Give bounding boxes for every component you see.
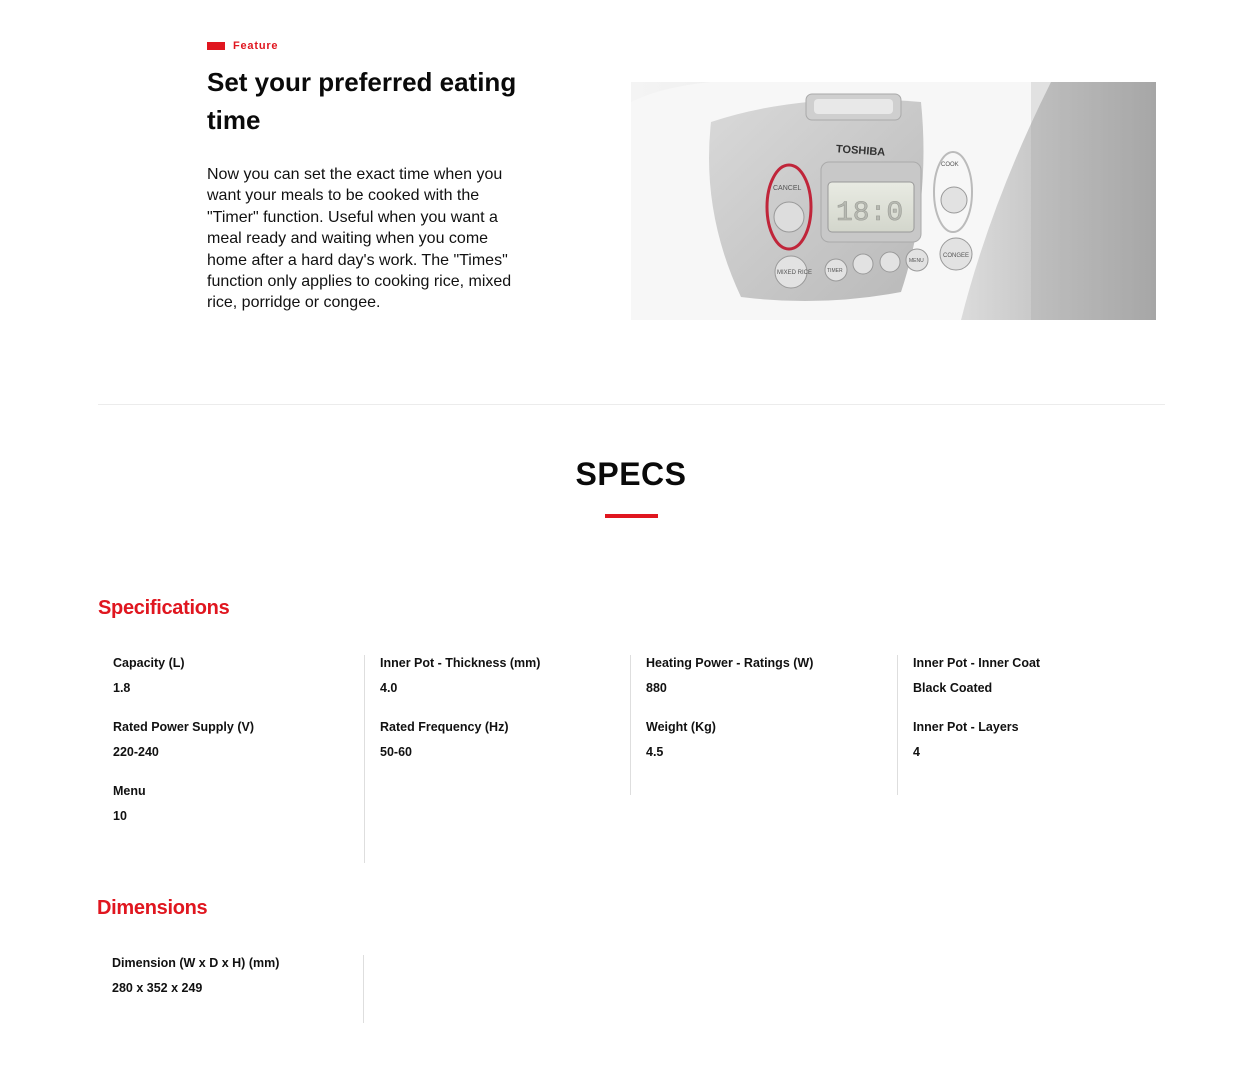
spec-value: 10	[113, 809, 127, 823]
section-divider	[98, 404, 1165, 405]
panel-timer-text: TIMER	[827, 268, 843, 274]
spec-value: 50-60	[380, 745, 412, 759]
spec-column-2	[364, 655, 631, 863]
feature-tag	[207, 40, 278, 52]
spec-column-3	[630, 655, 897, 795]
spec-label: Menu	[113, 784, 146, 798]
spec-column-1	[98, 655, 365, 863]
dimension-column	[97, 955, 364, 1023]
feature-tag-label: Feature	[233, 40, 279, 52]
spec-item	[913, 719, 1164, 760]
specifications-heading: Specifications	[98, 597, 230, 619]
spec-label: Inner Pot - Inner Coat	[913, 656, 1041, 670]
feature-description: Now you can set the exact time when you want your meals to be cooked with the "Timer" function. Useful when you want a meal ready and waiting when you come home after a hard day's work. The "Times" function only applies to cooking rice, mixed rice, porridge or congee.	[207, 166, 512, 312]
spec-label: Rated Power Supply (V)	[113, 720, 254, 734]
specs-title-underline	[605, 514, 658, 518]
spec-item	[646, 719, 897, 760]
spec-label: Inner Pot - Thickness (mm)	[380, 656, 541, 670]
panel-congee-text: CONGEE	[943, 253, 970, 259]
spec-item	[380, 719, 631, 760]
feature-tag-bar	[207, 42, 225, 50]
spec-label: Inner Pot - Layers	[913, 720, 1019, 734]
spec-value: 220-240	[113, 745, 159, 759]
rice-cooker-panel-image	[631, 82, 1156, 320]
panel-cancel-text: CANCEL	[773, 185, 802, 192]
spec-value: 1.8	[113, 681, 131, 695]
spec-label: Rated Frequency (Hz)	[380, 720, 509, 734]
panel-lcd-text: 18:0	[836, 198, 904, 229]
spec-item	[112, 955, 363, 996]
spec-label: Weight (Kg)	[646, 720, 716, 734]
spec-item	[913, 655, 1164, 696]
spec-value: Black Coated	[913, 681, 993, 695]
spec-item	[113, 655, 365, 696]
panel-brand-text: TOSHIBA	[835, 143, 886, 159]
specs-title: SPECS	[575, 456, 687, 492]
spec-label: Dimension (W x D x H) (mm)	[112, 956, 280, 970]
panel-cook-text: COOK	[941, 162, 959, 168]
spec-item	[646, 655, 897, 696]
spec-item	[113, 783, 365, 824]
panel-menu-text: MENU	[909, 258, 924, 264]
spec-label: Heating Power - Ratings (W)	[646, 656, 814, 670]
spec-value: 880	[646, 681, 667, 695]
spec-value: 4.0	[380, 681, 398, 695]
spec-value: 4	[913, 745, 920, 759]
spec-label: Capacity (L)	[113, 656, 185, 670]
spec-value: 4.5	[646, 745, 664, 759]
spec-column-4	[897, 655, 1164, 795]
spec-value: 280 x 352 x 249	[112, 981, 203, 995]
dimensions-heading: Dimensions	[97, 897, 208, 919]
feature-title: Set your preferred eating time	[207, 67, 517, 135]
spec-item	[380, 655, 631, 696]
spec-item	[113, 719, 365, 760]
panel-mixed-rice-text: MIXED RICE	[777, 270, 813, 276]
